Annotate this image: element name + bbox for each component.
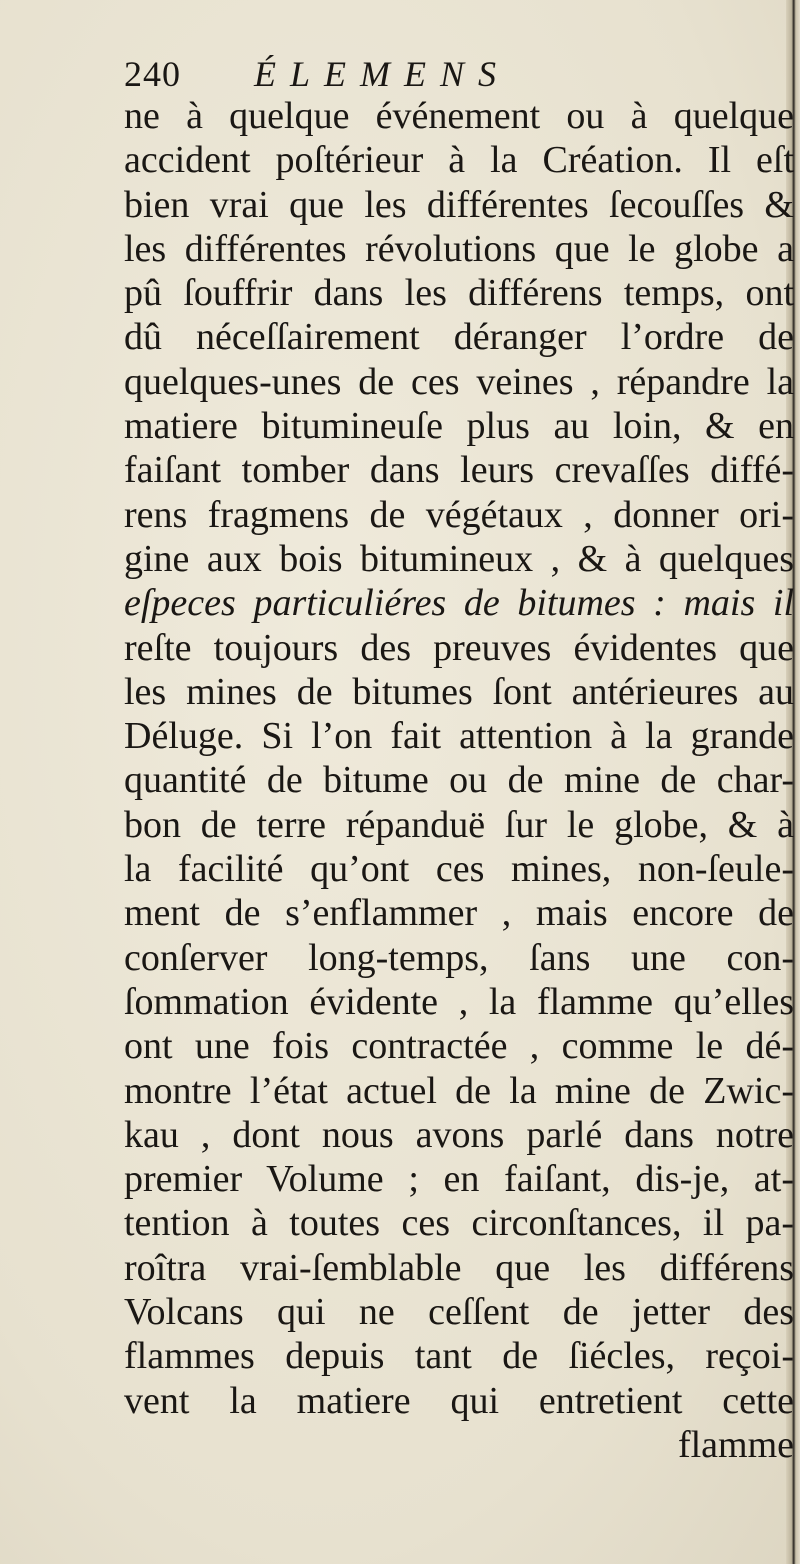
text-line: dû néceſſairement déranger l’ordre de — [124, 316, 794, 359]
page-header — [124, 48, 784, 100]
text-line: bon de terre répanduë ſur le globe, & à — [124, 803, 794, 846]
text-line: montre l’état actuel de la mine de Zwic- — [124, 1069, 794, 1112]
text-line: la facilité qu’ont ces mines, non-ſeule- — [124, 848, 794, 891]
text-line: eſpeces particuliéres de bitumes : mais il — [124, 582, 794, 625]
text-line: ſommation évidente , la flamme qu’elles — [124, 980, 794, 1023]
text-line: flammes depuis tant de ſiécles, reçoi- — [124, 1335, 794, 1378]
text-line: accident poſtérieur à la Création. Il eſt — [124, 139, 794, 182]
text-line: faiſant tomber dans leurs crevaſſes diffé- — [124, 449, 794, 492]
text-line: les différentes révolutions que le globe a — [124, 227, 794, 270]
text-line: reſte toujours des preuves évidentes que — [124, 626, 794, 669]
text-line: tention à toutes ces circonſtances, il pa- — [124, 1202, 794, 1245]
text-line: rens fragmens de végétaux , donner ori- — [124, 493, 794, 536]
page-number: 240 — [124, 54, 181, 94]
text-line: conſerver long-temps, ſans une con- — [124, 936, 794, 979]
text-line: bien vrai que les différentes ſecouſſes & — [124, 183, 794, 226]
text-line: kau , dont nous avons parlé dans notre — [124, 1113, 794, 1156]
text-line: ment de s’enflammer , mais encore de — [124, 892, 794, 935]
text-line: vent la matiere qui entretient cette — [124, 1379, 794, 1422]
text-line: pû ſouffrir dans les différens temps, ont — [124, 272, 794, 315]
text-line: quantité de bitume ou de mine de char- — [124, 759, 794, 802]
text-line: Volcans qui ne ceſſent de jetter des — [124, 1291, 794, 1334]
text-line: premier Volume ; en faiſant, dis-je, at- — [124, 1158, 794, 1201]
text-line: quelques-unes de ces veines , répandre la — [124, 360, 794, 403]
text-line: gine aux bois bitumineux , & à quelques — [124, 537, 794, 580]
text-line: Déluge. Si l’on fait attention à la grande — [124, 715, 794, 758]
text-line: les mines de bitumes ſont antérieures au — [124, 670, 794, 713]
text-line: roîtra vrai-ſemblable que les différens — [124, 1246, 794, 1289]
body-text — [124, 94, 794, 1467]
running-title: ÉLEMENS — [254, 54, 510, 94]
text-line: matiere bitumineuſe plus au loin, & en — [124, 405, 794, 448]
catchword: flamme — [677, 1423, 794, 1466]
text-line: ne à quelque événement ou à quelque — [124, 95, 794, 137]
text-line: ont une fois contractée , comme le dé- — [124, 1025, 794, 1068]
